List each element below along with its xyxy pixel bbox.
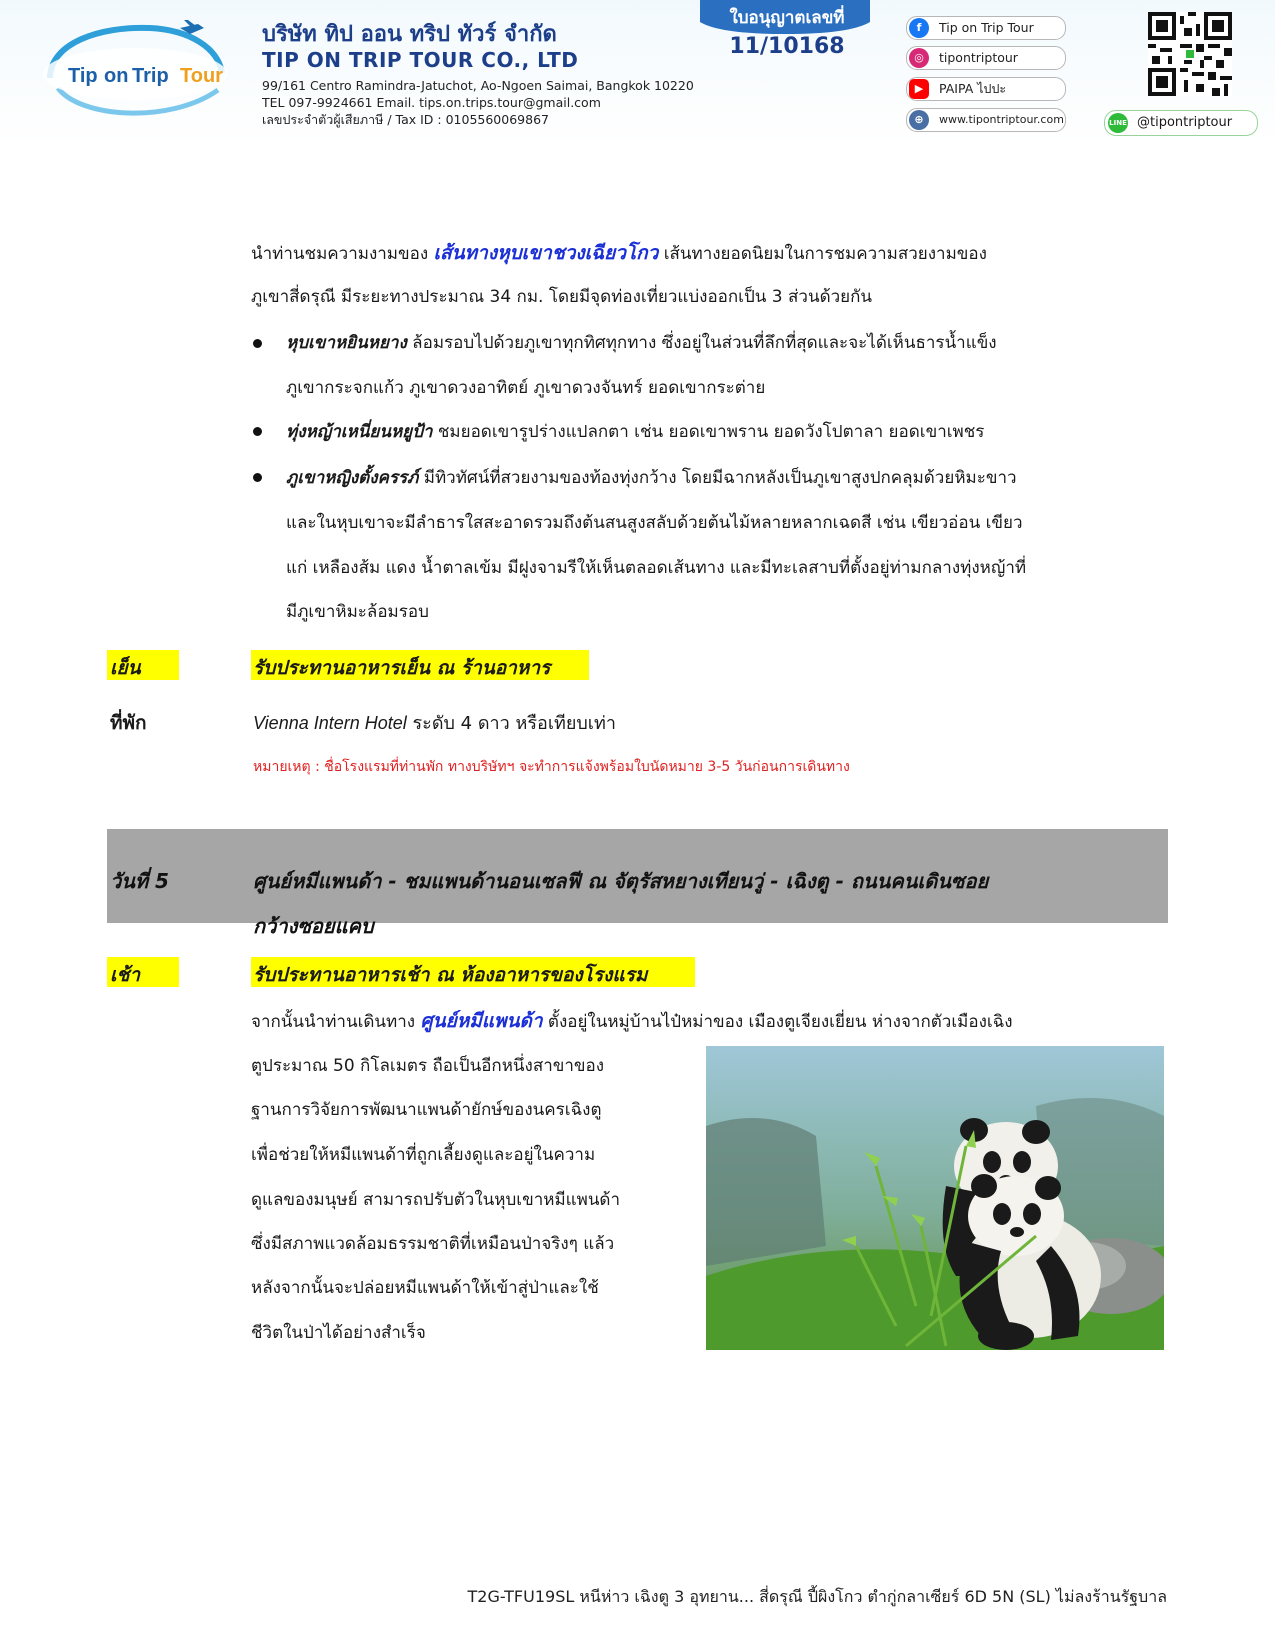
dinner-text: รับประทานอาหารเย็น ณ ร้านอาหาร bbox=[253, 657, 551, 679]
line-link[interactable]: LINE @tipontriptour bbox=[1104, 110, 1258, 136]
youtube-icon: ▶ bbox=[909, 79, 929, 99]
svg-text:Trip: Trip bbox=[132, 65, 169, 87]
panda-line-8: ชีวิตในป่าได้อย่างสำเร็จ bbox=[251, 1323, 426, 1343]
dinner-label: เย็น bbox=[110, 657, 141, 679]
page-footer: T2G-TFU19SL หนีห่าว เฉิงตู 3 อุทยาน... สี่ดรุณี ปี้ผิงโกว ตำกู่กลาเซียร์ 6D 5N (SL) ไม่ลงร้านรัฐบาล bbox=[467, 1587, 1167, 1606]
instagram-icon: ◎ bbox=[909, 48, 929, 68]
line-icon: LINE bbox=[1108, 113, 1128, 133]
company-name-thai: บริษัท ทิป ออน ทริป ทัวร์ จำกัด bbox=[262, 22, 557, 47]
bullet-3-line-4: มีภูเขาหิมะล้อมรอบ bbox=[286, 602, 429, 622]
qr-code[interactable] bbox=[1148, 12, 1232, 96]
bullet-1-line-1: หุบเขาหยินหยาง ล้อมรอบไปด้วยภูเขาทุกทิศทุกทาง ซึ่งอยู่ในส่วนที่ลึกที่สุดและจะได้เห็นธารน้ำแข็ง bbox=[286, 333, 997, 353]
panda-line-2: ตูประมาณ 50 กิโลเมตร ถือเป็นอีกหนึ่งสาขาของ bbox=[251, 1056, 605, 1076]
panda-center-highlight: ศูนย์หมีแพนด้า bbox=[420, 1010, 543, 1032]
website-link[interactable]: ⊕ www.tipontriptour.com bbox=[906, 108, 1066, 132]
facebook-icon: f bbox=[909, 18, 929, 38]
license-number: 11/10168 bbox=[729, 34, 845, 59]
intro-line-1: นำท่านชมความงามของ เส้นทางหุบเขาชวงเฉียวโกว เส้นทางยอดนิยมในการชมความสวยงามของ bbox=[251, 242, 987, 264]
panda-photo bbox=[706, 1046, 1164, 1350]
bullet-3-line-3: แก่ เหลืองส้ม แดง น้ำตาลเข้ม มีฝูงจามรีให้เห็นตลอดเส้นทาง และมีทะเลสาบที่ตั้งอยู่ท่ามกลางทุ่งหญ้าที่ bbox=[286, 558, 1027, 578]
route-highlight: เส้นทางหุบเขาชวงเฉียวโกว bbox=[433, 242, 659, 264]
hotel-label: ที่พัก bbox=[110, 712, 147, 734]
hotel-line: Vienna Intern Hotel ระดับ 4 ดาว หรือเทียบเท่า bbox=[253, 713, 616, 734]
panda-line-3: ฐานการวิจัยการพัฒนาแพนด้ายักษ์ของนครเฉิงตู bbox=[251, 1100, 602, 1120]
panda-line-5: ดูแลของมนุษย์ สามารถปรับตัวในหุบเขาหมีแพนด้า bbox=[251, 1190, 621, 1210]
license-label: ใบอนุญาตเลขที่ bbox=[729, 8, 845, 28]
hotel-name: Vienna Intern Hotel bbox=[253, 713, 407, 733]
bullet-3-line-1: ภูเขาหญิงตั้งครรภ์ มีทิวทัศน์ที่สวยงามของท้องทุ่งกว้าง โดยมีฉากหลังเป็นภูเขาสูงปกคลุมด้วยหิมะขาว bbox=[286, 468, 1017, 488]
panda-line-1: จากนั้นนำท่านเดินทาง ศูนย์หมีแพนด้า ตั้งอยู่ในหมู่บ้านไป๋หม่าของ เมืองตูเจียงเยี่ยน ห่างจากตัวเมืองเฉิง bbox=[251, 1010, 1013, 1032]
company-name-english: TIP ON TRIP TOUR CO., LTD bbox=[262, 48, 579, 72]
svg-text:Tour: Tour bbox=[180, 65, 223, 87]
company-contact: TEL 097-9924661 Email. tips.on.trips.tour@gmail.com bbox=[262, 95, 601, 110]
youtube-link[interactable]: ▶ PAIPA ไปปะ bbox=[906, 77, 1066, 101]
company-logo bbox=[40, 18, 230, 126]
bullet-1-line-2: ภูเขากระจกแก้ว ภูเขาดวงอาทิตย์ ภูเขาดวงจันทร์ ยอดเขากระต่าย bbox=[286, 378, 766, 398]
svg-text:on: on bbox=[104, 65, 129, 87]
bullet-dot bbox=[253, 427, 262, 436]
breakfast-text: รับประทานอาหารเช้า ณ ห้องอาหารของโรงแรม bbox=[253, 964, 648, 986]
day-5-label: วันที่ 5 bbox=[110, 869, 169, 893]
logo-text: Tip bbox=[68, 65, 98, 87]
instagram-link[interactable]: ◎ tipontriptour bbox=[906, 46, 1066, 70]
day-5-title-line-1: ศูนย์หมีแพนด้า - ชมแพนด้านอนเซลฟี ณ จัตุรัสหยางเทียนวู่ - เฉิงตู - ถนนคนเดินซอย bbox=[253, 869, 989, 893]
company-address: 99/161 Centro Ramindra-Jatuchot, Ao-Ngoen Saimai, Bangkok 10220 bbox=[262, 78, 694, 93]
bullet-3-line-2: และในหุบเขาจะมีลำธารใสสะอาดรวมถึงต้นสนสูงสลับด้วยต้นไม้หลายหลากเฉดสี เช่น เขียวอ่อน เขียว bbox=[286, 513, 1023, 533]
hotel-note: หมายเหตุ : ชื่อโรงแรมที่ท่านพัก ทางบริษัทฯ จะทำการแจ้งพร้อมใบนัดหมาย 3-5 วันก่อนการเดินทาง bbox=[253, 759, 850, 775]
day-5-title-line-2: กว้างซอยแคบ bbox=[253, 914, 374, 938]
facebook-link[interactable]: f Tip on Trip Tour bbox=[906, 16, 1066, 40]
panda-line-7: หลังจากนั้นจะปล่อยหมีแพนด้าให้เข้าสู่ป่าและใช้ bbox=[251, 1278, 599, 1298]
globe-icon: ⊕ bbox=[909, 110, 929, 130]
company-tax-id: เลขประจำตัวผู้เสียภาษี / Tax ID : 0105560069867 bbox=[262, 112, 549, 127]
bullet-dot bbox=[253, 339, 262, 348]
bullet-2-line-1: ทุ่งหญ้าเหนี่ยนหยูป้า ชมยอดเขารูปร่างแปลกตา เช่น ยอดเขาพราน ยอดวังโปตาลา ยอดเขาเพชร bbox=[286, 422, 985, 442]
intro-line-2: ภูเขาสี่ดรุณี มีระยะทางประมาณ 34 กม. โดยมีจุดท่องเที่ยวแบ่งออกเป็น 3 ส่วนด้วยกัน bbox=[251, 287, 873, 307]
panda-line-4: เพื่อช่วยให้หมีแพนด้าที่ถูกเลี้ยงดูและอยู่ในความ bbox=[251, 1145, 596, 1165]
breakfast-label: เช้า bbox=[110, 964, 141, 986]
panda-line-6: ซึ่งมีสภาพแวดล้อมธรรมชาติที่เหมือนป่าจริงๆ แล้ว bbox=[251, 1234, 615, 1254]
bullet-dot bbox=[253, 473, 262, 482]
